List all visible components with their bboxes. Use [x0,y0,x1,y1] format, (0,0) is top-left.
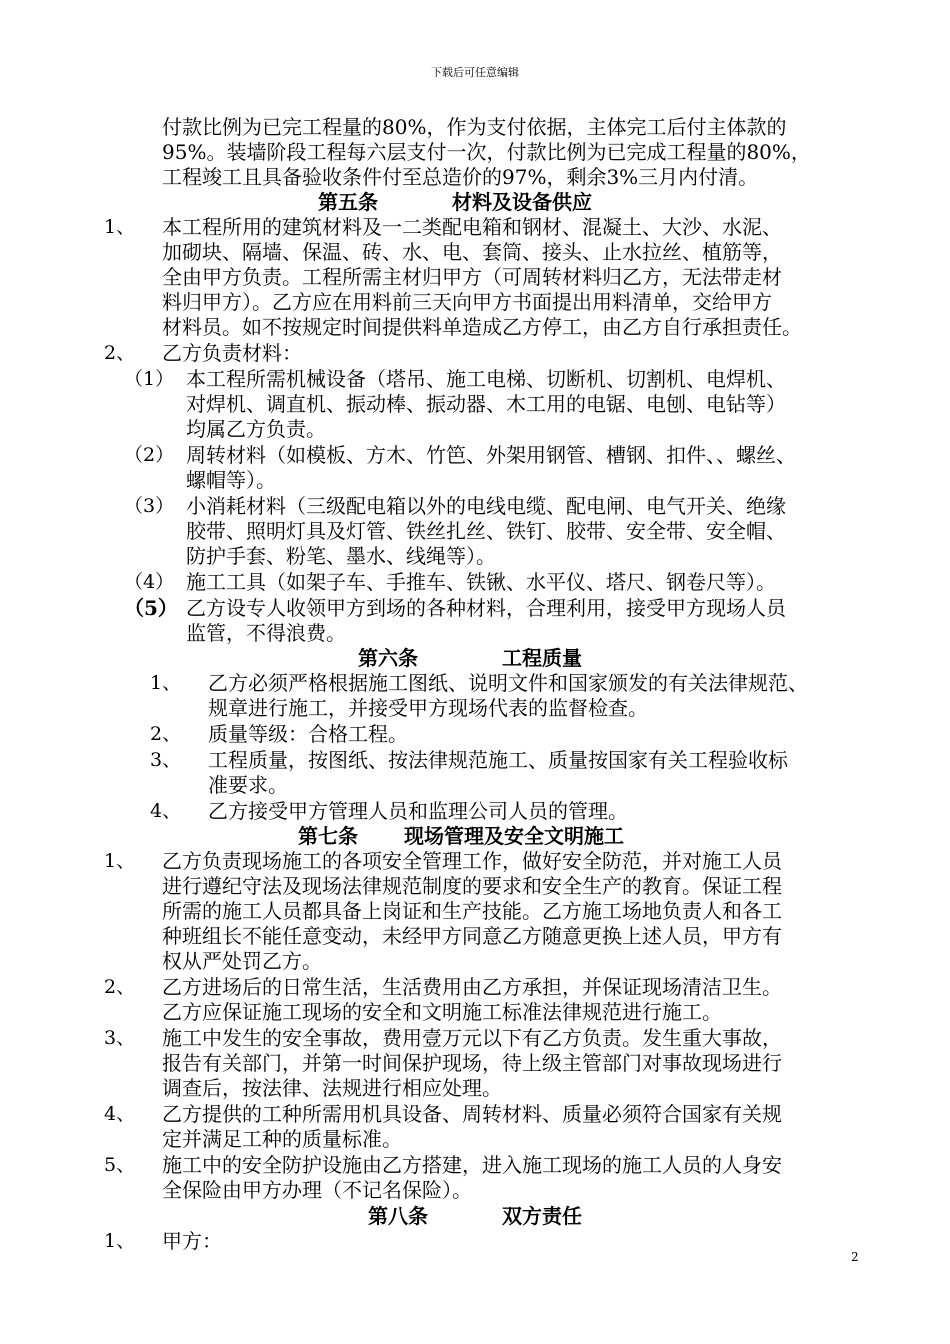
subitem: 胶带、照明灯具及灯管、铁丝扎丝、铁钉、胶带、安全带、安全帽、 [186,519,786,543]
list-item-number: 4、 [150,800,182,822]
list-item: 材料员。如不按规定时间提供料单造成乙方停工，由乙方自行承担责任。 [162,315,802,339]
list-item-number: 1、 [150,672,182,694]
list-item: 乙方负责材料： [162,341,302,365]
subitem: 小消耗材料（三级配电箱以外的电线电缆、配电闸、电气开关、绝缘 [186,494,786,518]
list-item: 报告有关部门，并第一时间保护现场，待上级主管部门对事故现场进行 [162,1051,782,1075]
list-item: 本工程所用的建筑材料及一二类配电箱和钢材、混凝土、大沙、水泥、 [162,215,782,239]
subitem: 监管，不得浪费。 [186,621,346,645]
subitem: 乙方设专人收领甲方到场的各种材料，合理利用，接受甲方现场人员 [186,596,786,620]
list-item: 所需的施工人员都具备上岗证和生产技能。乙方施工场地负责人和各工 [162,899,782,923]
subitem-number: （4） [124,571,175,593]
list-item: 乙方提供的工种所需用机具设备、周转材料、质量必须符合国家有关规 [162,1102,782,1126]
list-item: 乙方负责现场施工的各项安全管理工作，做好安全防范，并对施工人员 [162,849,782,873]
list-item: 乙方进场后的日常生活，生活费用由乙方承担，并保证现场清洁卫生。 [162,975,782,999]
list-item: 乙方应保证施工现场的安全和文明施工标准法律规范进行施工。 [162,1000,722,1024]
list-item: 准要求。 [208,773,288,797]
list-item: 规章进行施工，并接受甲方现场代表的监督检查。 [208,696,648,720]
list-item: 乙方接受甲方管理人员和监理公司人员的管理。 [208,799,628,823]
list-item: 工程质量，按图纸、按法律规范施工、质量按国家有关工程验收标 [208,748,788,772]
list-item-number: 1、 [104,216,136,238]
list-item-number: 5、 [104,1154,136,1176]
subitem-number: （3） [124,495,175,517]
list-item: 定并满足工种的质量标准。 [162,1127,402,1151]
subitem: 对焊机、调直机、振动棒、振动器、木工用的电锯、电刨、电钻等） [186,392,786,416]
subitem: 周转材料（如模板、方木、竹笆、外架用钢管、槽钢、扣件、、螺丝、 [186,443,796,467]
list-item: 甲方： [162,1229,222,1253]
list-item-number: 3、 [104,1027,136,1049]
subitem-number: （5） [124,596,178,620]
list-item-number: 3、 [150,749,182,771]
list-item: 施工中发生的安全事故，费用壹万元以下有乙方负责。发生重大事故， [162,1026,782,1050]
subitem-number: （1） [124,368,175,390]
list-item: 料归甲方）。乙方应在用料前三天向甲方书面提出用料清单，交给甲方 [162,290,772,314]
list-item: 种班组长不能任意变动，未经甲方同意乙方随意更换上述人员，甲方有 [162,924,782,948]
list-item-number: 2、 [104,342,136,364]
subitem: 本工程所需机械设备（塔吊、施工电梯、切断机、切割机、电焊机、 [186,367,786,391]
list-item-number: 4、 [104,1103,136,1125]
subitem: 防护手套、粉笔、墨水、线绳等）。 [186,544,496,568]
subitem-number: （2） [124,444,175,466]
list-item-number: 2、 [104,976,136,998]
list-item: 施工中的安全防护设施由乙方搭建，进入施工现场的施工人员的人身安 [162,1153,782,1177]
subitem: 螺帽等）。 [186,468,276,492]
list-item: 乙方必须严格根据施工图纸、说明文件和国家颁发的有关法律规范、 [208,671,808,695]
list-item-number: 1、 [104,850,136,872]
list-item: 全由甲方负责。工程所需主材归甲方（可周转材料归乙方，无法带走材 [162,265,782,289]
list-item-number: 2、 [150,723,182,745]
list-item: 质量等级：合格工程。 [208,722,408,746]
list-item-number: 1、 [104,1230,136,1252]
intro-line: 付款比例为已完工程量的80%，作为支付依据，主体完工后付主体款的 [162,115,787,139]
page-header: 下载后可任意编辑 [431,66,519,79]
page-number: 2 [851,1250,859,1264]
list-item: 调查后，按法律、法规进行相应处理。 [162,1076,502,1100]
list-item: 进行遵纪守法及现场法律规范制度的要求和安全生产的教育。保证工程 [162,874,782,898]
subitem: 均属乙方负责。 [186,417,326,441]
list-item: 权从严处罚乙方。 [162,949,322,973]
list-item: 加砌块、隔墙、保温、砖、水、电、套筒、接头、止水拉丝、植筋等， [162,240,782,264]
subitem: 施工工具（如架子车、手推车、铁锹、水平仪、塔尺、钢卷尺等）。 [186,570,776,594]
intro-line: 工程竣工且具备验收条件付至总造价的97%，剩余3%三月内付清。 [162,165,759,189]
intro-line: 95%。装墙阶段工程每六层支付一次，付款比例为已完成工程量的80%， [162,140,811,164]
list-item: 全保险由甲方办理（不记名保险）。 [162,1178,472,1202]
